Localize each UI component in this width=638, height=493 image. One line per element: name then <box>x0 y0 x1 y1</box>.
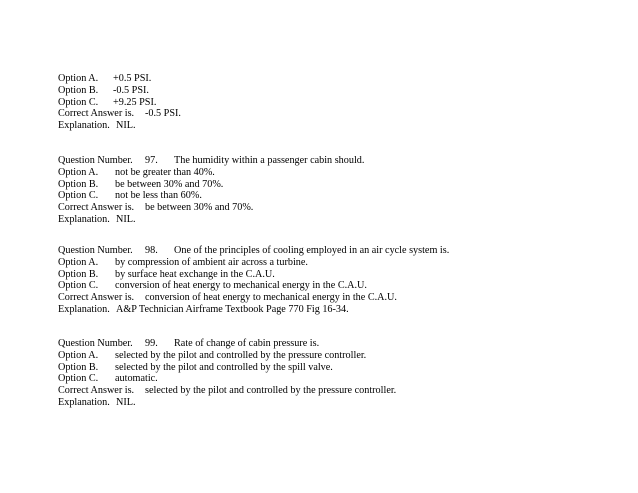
question-block-99 <box>58 338 396 409</box>
correct-answer-text: conversion of heat energy to mechanical energy in the C.A.U. <box>145 292 397 304</box>
option-b-text: selected by the pilot and controlled by the spill valve. <box>115 361 333 373</box>
correct-answer-label: Correct Answer is. <box>58 202 135 214</box>
option-b-row <box>58 269 449 281</box>
question-row <box>58 155 364 167</box>
explanation-label: Explanation. <box>58 303 110 315</box>
option-c-row <box>58 97 181 109</box>
option-a-row <box>58 73 181 85</box>
question-text: Rate of change of cabin pressure is. <box>174 338 320 349</box>
question-block-96 <box>58 73 181 132</box>
question-number: 97. <box>145 155 158 166</box>
option-a-row <box>58 257 449 269</box>
option-c-row <box>58 280 449 292</box>
explanation-label: Explanation. <box>58 120 110 132</box>
explanation-label: Explanation. <box>58 396 110 408</box>
option-c-text: +9.25 PSI. <box>113 96 157 108</box>
correct-answer-row <box>58 385 396 397</box>
option-c-row <box>58 190 364 202</box>
option-a-row <box>58 350 396 362</box>
option-c-text: not be less than 60%. <box>115 190 202 202</box>
question-number: 98. <box>145 245 158 256</box>
option-b-row <box>58 85 181 97</box>
explanation-text: NIL. <box>116 213 136 225</box>
question-text: One of the principles of cooling employed in an air cycle system is. <box>174 245 450 256</box>
correct-answer-label: Correct Answer is. <box>58 292 135 304</box>
option-a-text: not be greater than 40%. <box>115 166 215 178</box>
correct-answer-row <box>58 108 181 120</box>
option-a-text: selected by the pilot and controlled by the pressure controller. <box>115 349 367 361</box>
option-b-text: by surface heat exchange in the C.A.U. <box>115 268 275 280</box>
option-c-row <box>58 373 396 385</box>
explanation-text: A&P Technician Airframe Textbook Page 770 Fig 16-34. <box>116 303 349 315</box>
option-c-label: Option C. <box>58 280 99 292</box>
question-number-label: Question Number. <box>58 245 133 256</box>
explanation-text: NIL. <box>116 396 136 408</box>
option-a-label: Option A. <box>58 256 99 268</box>
option-b-text: be between 30% and 70%. <box>115 178 224 190</box>
option-a-label: Option A. <box>58 73 99 84</box>
explanation-text: NIL. <box>116 120 136 132</box>
explanation-row <box>58 214 364 226</box>
option-b-text: -0.5 PSI. <box>113 84 149 96</box>
option-a-label: Option A. <box>58 166 99 178</box>
question-block-97 <box>58 155 364 226</box>
question-number-label: Question Number. <box>58 338 133 349</box>
question-number: 99. <box>145 338 158 349</box>
option-c-text: automatic. <box>115 373 158 385</box>
question-row <box>58 338 396 350</box>
correct-answer-label: Correct Answer is. <box>58 385 135 397</box>
explanation-row <box>58 397 396 409</box>
option-b-label: Option B. <box>58 361 99 373</box>
option-c-text: conversion of heat energy to mechanical energy in the C.A.U. <box>115 280 367 292</box>
question-text: The humidity within a passenger cabin should. <box>174 155 365 166</box>
correct-answer-label: Correct Answer is. <box>58 108 135 120</box>
option-c-label: Option C. <box>58 373 99 385</box>
option-c-label: Option C. <box>58 190 99 202</box>
correct-answer-text: selected by the pilot and controlled by the pressure controller. <box>145 385 397 397</box>
question-block-98 <box>58 245 449 316</box>
option-b-label: Option B. <box>58 268 99 280</box>
correct-answer-row <box>58 292 449 304</box>
correct-answer-text: -0.5 PSI. <box>145 108 181 120</box>
option-a-row <box>58 167 364 179</box>
option-a-text: +0.5 PSI. <box>113 73 152 84</box>
explanation-row <box>58 120 181 132</box>
option-b-row <box>58 179 364 191</box>
correct-answer-row <box>58 202 364 214</box>
option-b-label: Option B. <box>58 178 99 190</box>
option-b-row <box>58 362 396 374</box>
question-row <box>58 245 449 257</box>
option-a-text: by compression of ambient air across a turbine. <box>115 256 308 268</box>
option-b-label: Option B. <box>58 84 99 96</box>
option-a-label: Option A. <box>58 349 99 361</box>
correct-answer-text: be between 30% and 70%. <box>145 202 254 214</box>
explanation-label: Explanation. <box>58 213 110 225</box>
option-c-label: Option C. <box>58 96 99 108</box>
explanation-row <box>58 304 449 316</box>
question-number-label: Question Number. <box>58 155 133 166</box>
